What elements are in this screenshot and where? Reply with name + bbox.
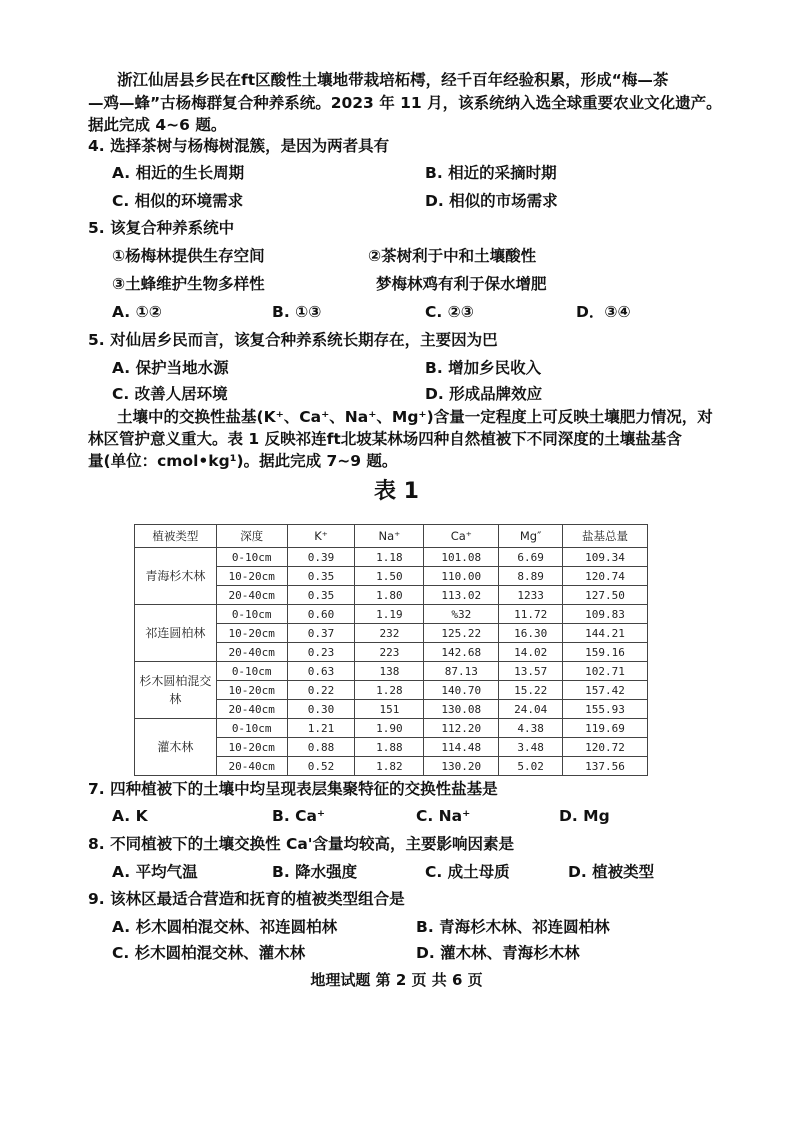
table-cell: 24.04	[499, 700, 563, 719]
table-cell: 110.00	[424, 567, 499, 586]
option-7b: B. Ca⁺	[272, 807, 326, 825]
table-cell: 10-20cm	[216, 738, 287, 757]
table-cell: 0.63	[287, 662, 355, 681]
table-cell: 14.02	[499, 643, 563, 662]
option-9a: A. 杉木圆柏混交林、祁连圆柏林	[112, 918, 338, 936]
table-cell: 10-20cm	[216, 567, 287, 586]
option-8a: A. 平均气温	[112, 863, 198, 881]
table-cell: 0.37	[287, 624, 355, 643]
table-cell: 8.89	[499, 567, 563, 586]
table-cell: 1233	[499, 586, 563, 605]
table-cell: 0.35	[287, 567, 355, 586]
option-5a: A. ①②	[112, 303, 162, 321]
table-cell: 125.22	[424, 624, 499, 643]
table-cell: 138	[355, 662, 424, 681]
option-4a: A. 相近的生长周期	[112, 164, 245, 182]
vegetation-type-cell: 青海杉木林	[135, 548, 217, 605]
table-cell: 1.90	[355, 719, 424, 738]
table-row	[135, 548, 648, 567]
table-cell: 0.88	[287, 738, 355, 757]
table-cell: 1.50	[355, 567, 424, 586]
table-cell: 1.80	[355, 586, 424, 605]
table-cell: 4.38	[499, 719, 563, 738]
intro-passage-line: 林区管护意义重大。表 1 反映祁连ft北坡某林场四种自然植被下不同深度的土壤盐基含	[88, 430, 682, 448]
vegetation-type-line: 杉木圆柏混交	[139, 674, 212, 688]
vegetation-type-cell: 灌木林	[135, 719, 217, 776]
table-cell: 113.02	[424, 586, 499, 605]
option-9b: B. 青海杉木林、祁连圆柏林	[416, 918, 610, 936]
table-cell: 137.56	[563, 757, 648, 776]
option-6d: D. 形成品牌效应	[425, 385, 543, 403]
table-cell: 10-20cm	[216, 681, 287, 700]
question-8-stem: 8. 不同植被下的土壤交换性 Ca'含量均较高，主要影响因素是	[88, 835, 515, 853]
table-cell: 0.35	[287, 586, 355, 605]
table-cell: 0-10cm	[216, 548, 287, 567]
option-6c: C. 改善人居环境	[112, 385, 228, 403]
table-title: 表 1	[374, 479, 419, 504]
table-cell: 0.23	[287, 643, 355, 662]
table-cell: 119.69	[563, 719, 648, 738]
table-cell: 11.72	[499, 605, 563, 624]
column-header: 深度	[216, 525, 287, 548]
table-cell: 0.22	[287, 681, 355, 700]
option-8b: B. 降水强度	[272, 863, 358, 881]
table-cell: 0.30	[287, 700, 355, 719]
statement-1: ①杨梅林提供生存空间	[112, 247, 265, 265]
option-7c: C. Na⁺	[416, 807, 471, 825]
table-cell: 0-10cm	[216, 605, 287, 624]
table-cell: 87.13	[424, 662, 499, 681]
table-cell: 0.52	[287, 757, 355, 776]
table-cell: 0.39	[287, 548, 355, 567]
table-cell: %32	[424, 605, 499, 624]
table-cell: 101.08	[424, 548, 499, 567]
table-cell: 1.82	[355, 757, 424, 776]
table-cell: 1.18	[355, 548, 424, 567]
table-row	[135, 719, 648, 738]
option-4c: C. 相似的环境需求	[112, 192, 244, 210]
table-header-row	[135, 525, 648, 548]
soil-base-table	[134, 524, 648, 776]
table-cell: 127.50	[563, 586, 648, 605]
intro-passage-line: —鸡—蜂”古杨梅群复合种养系统。2023 年 11 月，该系统纳入选全球重要农业文化遗产。	[88, 94, 722, 112]
table-cell: 5.02	[499, 757, 563, 776]
table-cell: 232	[355, 624, 424, 643]
option-4b: B. 相近的采摘时期	[425, 164, 557, 182]
column-header: K⁺	[287, 525, 355, 548]
table-cell: 159.16	[563, 643, 648, 662]
intro-passage-line: 据此完成 4~6 题。	[88, 116, 227, 134]
table-cell: 20-40cm	[216, 700, 287, 719]
option-9c: C. 杉木圆柏混交林、灌木林	[112, 944, 306, 962]
table-cell: 0-10cm	[216, 662, 287, 681]
vegetation-type-cell: 祁连圆柏林	[135, 605, 217, 662]
statement-2: ②茶树利于中和土壤酸性	[368, 247, 537, 265]
table-cell: 130.20	[424, 757, 499, 776]
table-cell: 1.19	[355, 605, 424, 624]
table-cell: 0.60	[287, 605, 355, 624]
question-7-stem: 7. 四种植被下的土壤中均呈现表层集聚特征的交换性盐基是	[88, 780, 498, 798]
table-cell: 1.21	[287, 719, 355, 738]
column-header: Ca⁺	[424, 525, 499, 548]
table-row	[135, 605, 648, 624]
table-cell: 15.22	[499, 681, 563, 700]
table-cell: 10-20cm	[216, 624, 287, 643]
table-cell: 20-40cm	[216, 757, 287, 776]
vegetation-type-line: 林	[169, 692, 182, 706]
table-cell: 120.72	[563, 738, 648, 757]
statement-3: ③土蜂维护生物多样性	[112, 275, 265, 293]
table-cell: 6.69	[499, 548, 563, 567]
table-cell: 102.71	[563, 662, 648, 681]
question-9-stem: 9. 该林区最适合营造和抚育的植被类型组合是	[88, 890, 405, 908]
table-cell: 112.20	[424, 719, 499, 738]
table-cell: 0-10cm	[216, 719, 287, 738]
table-cell: 151	[355, 700, 424, 719]
table-cell: 1.28	[355, 681, 424, 700]
question-6-stem: 5. 对仙居乡民而言，该复合种养系统长期存在，主要因为巴	[88, 331, 498, 349]
option-7a: A. K	[112, 807, 148, 825]
option-5d: D．③④	[576, 303, 631, 321]
table-cell: 130.08	[424, 700, 499, 719]
intro-passage-line: 土壤中的交换性盐基(K⁺、Ca⁺、Na⁺、Mg⁺)含量一定程度上可反映土壤肥力情况，对	[117, 408, 713, 426]
table-cell: 157.42	[563, 681, 648, 700]
table-cell: 144.21	[563, 624, 648, 643]
table-cell: 142.68	[424, 643, 499, 662]
table-cell: 109.34	[563, 548, 648, 567]
table-cell: 13.57	[499, 662, 563, 681]
table-cell: 3.48	[499, 738, 563, 757]
option-6b: B. 增加乡民收入	[425, 359, 542, 377]
option-6a: A. 保护当地水源	[112, 359, 229, 377]
option-5b: B. ①③	[272, 303, 322, 321]
table-cell: 1.88	[355, 738, 424, 757]
table-cell: 140.70	[424, 681, 499, 700]
table-cell: 120.74	[563, 567, 648, 586]
table-cell: 20-40cm	[216, 643, 287, 662]
intro-passage-line: 浙江仙居县乡民在ft区酸性土壤地带栽培柘樗，经千百年经验积累，形成“梅—茶	[117, 71, 669, 89]
column-header: Mg″	[499, 525, 563, 548]
table-row	[135, 662, 648, 681]
question-5-stem: 5. 该复合种养系统中	[88, 219, 235, 237]
option-7d: D. Mg	[559, 807, 610, 825]
table-cell: 114.48	[424, 738, 499, 757]
table-cell: 155.93	[563, 700, 648, 719]
column-header: 盐基总量	[563, 525, 648, 548]
table-cell: 109.83	[563, 605, 648, 624]
page-footer: 地理试题 第 2 页 共 6 页	[310, 971, 483, 989]
column-header: Na⁺	[355, 525, 424, 548]
statement-4: 梦梅林鸡有利于保水增肥	[376, 275, 547, 293]
option-9d: D. 灌木林、青海杉木林	[416, 944, 580, 962]
option-8c: C. 成土母质	[425, 863, 510, 881]
vegetation-type-cell	[135, 662, 217, 719]
table-cell: 20-40cm	[216, 586, 287, 605]
intro-passage-line: 量(单位：cmol•kg¹)。据此完成 7~9 题。	[88, 452, 398, 470]
table-cell: 223	[355, 643, 424, 662]
table-cell: 16.30	[499, 624, 563, 643]
option-5c: C. ②③	[425, 303, 474, 321]
option-4d: D. 相似的市场需求	[425, 192, 558, 210]
column-header: 植被类型	[135, 525, 217, 548]
question-4-stem: 4. 选择茶树与杨梅树混簇，是因为两者具有	[88, 137, 390, 155]
option-8d: D. 植被类型	[568, 863, 655, 881]
